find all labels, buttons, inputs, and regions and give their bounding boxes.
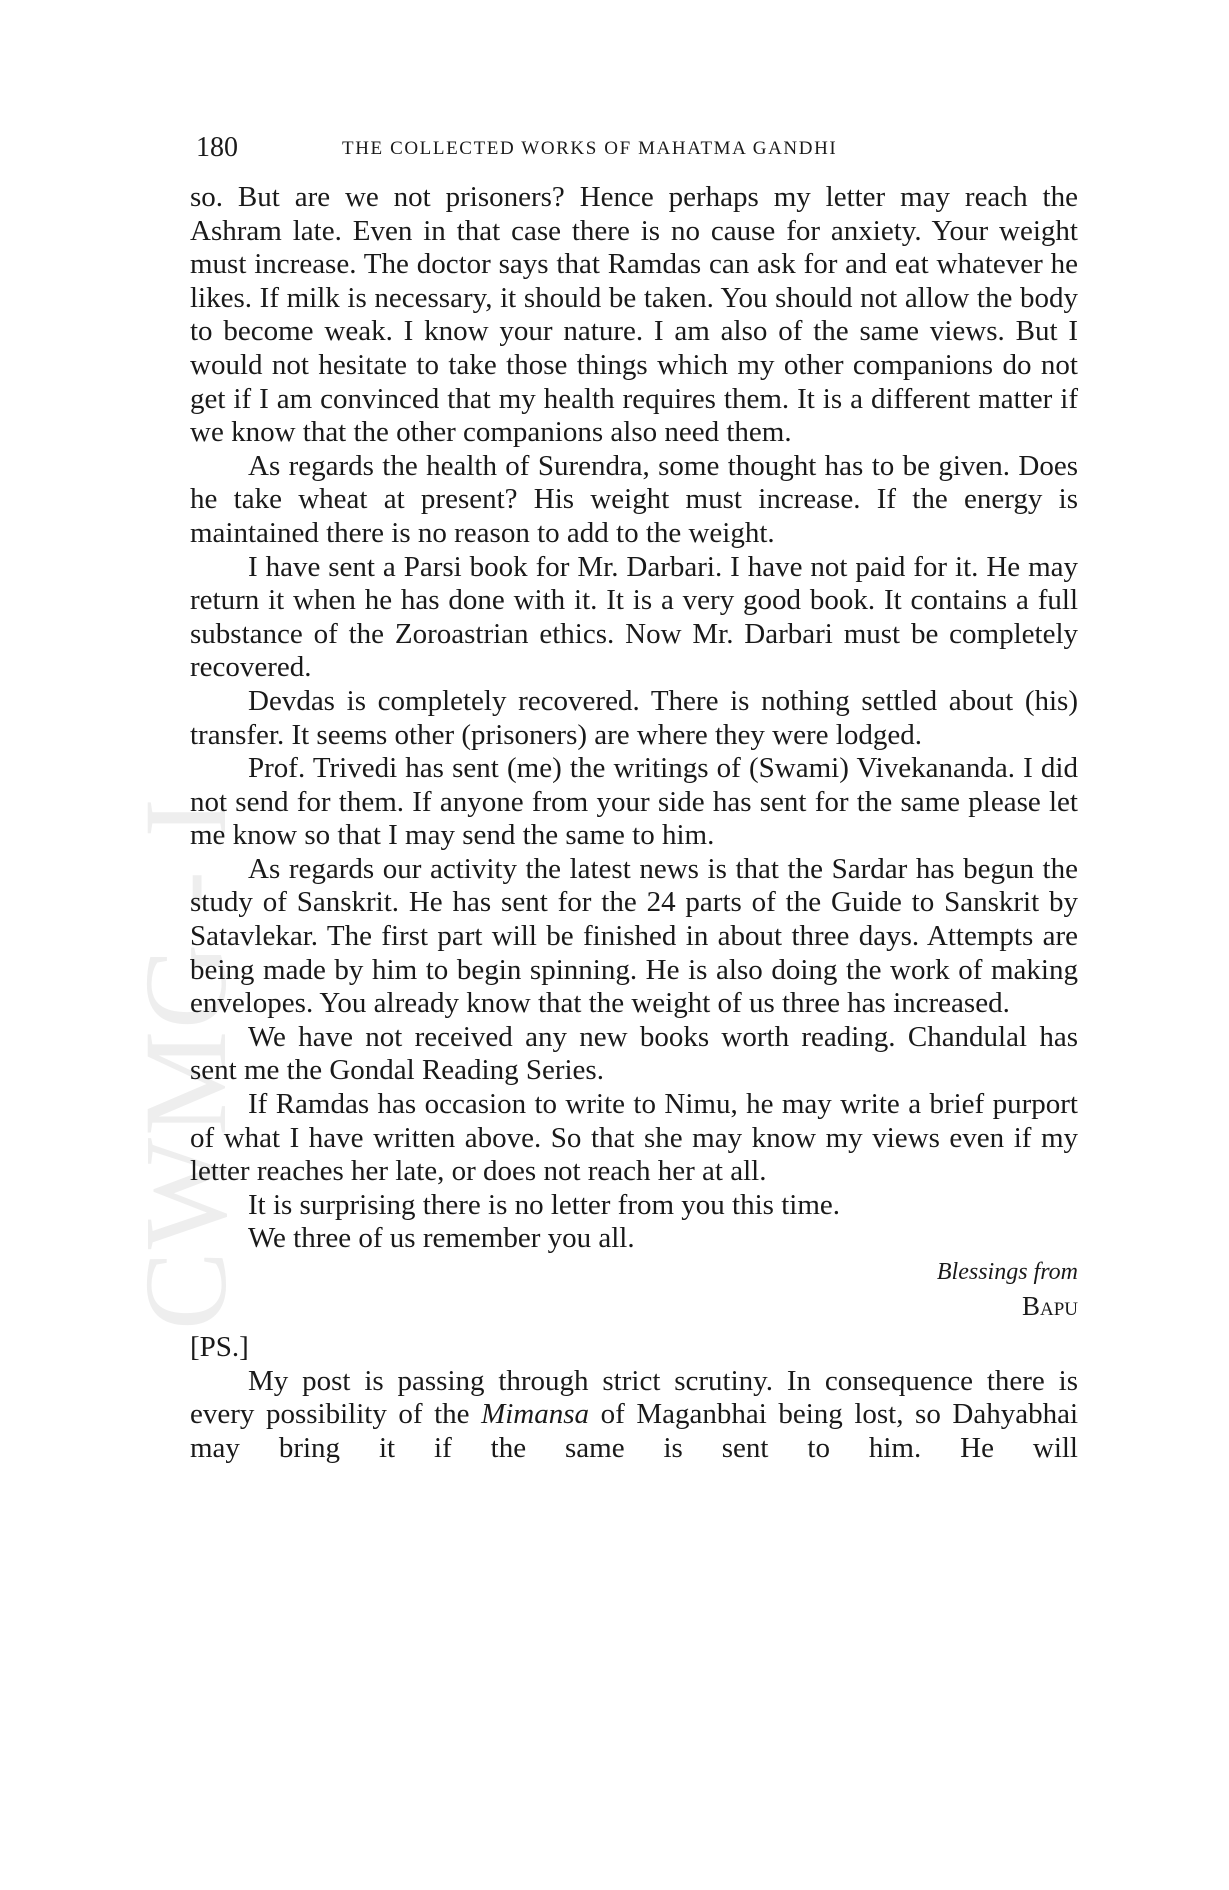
closing-blessing: Blessings from <box>936 1259 1078 1285</box>
paragraph-2: As regards the health of Surendra, some thought has to be given. Does he take wheat at present? His weight must increase. If the energy is maintained there is no reason to add to the weight. <box>190 449 1078 549</box>
paragraph-3: I have sent a Parsi book for Mr. Darbari. I have not paid for it. He may return it when he has done with it. It is a very good book. It contains a full substance of the Zoroastrian ethics. Now Mr. Darbari must be completely recovered. <box>190 550 1078 684</box>
postscript-italic-title: Mimansa <box>481 1398 590 1431</box>
watermark: CWMG - I <box>120 796 251 1330</box>
paragraph-4: Devdas is completely recovered. There is nothing settled about (his) transfer. It seems other (prisoners) are where they were lodged. <box>190 684 1078 751</box>
paragraph-5: Prof. Trivedi has sent (me) the writings of (Swami) Vivekananda. I did not send for them. If anyone from your side has sent for the same please let me know so that I may send the same to him. <box>190 752 1078 852</box>
paragraph-9: It is surprising there is no letter from you this time. <box>248 1188 840 1221</box>
book-title: THE COLLECTED WORKS OF MAHATMA GANDHI <box>342 138 838 159</box>
postscript-text-start: My post is passing through strict scrutiny. In consequence there is every possibility of the <box>190 1364 1078 1431</box>
paragraph-7: We have not received any new books worth reading. Chandulal has sent me the Gondal Reading Series. <box>190 1020 1078 1087</box>
paragraph-6: As regards our activity the latest news is that the Sardar has begun the study of Sanskrit. He has sent for the 24 parts of the Guide to Sanskrit by Satavlekar. The first part will be finished in about three days. Attempts are being made by him to begin spinning. He is also doing the work of making envelopes. You already know that the weight of us three has increased. <box>190 852 1078 1020</box>
postscript-text <box>190 1365 1078 1466</box>
postscript-label: [PS.] <box>190 1331 249 1363</box>
paragraph-1: so. But are we not prisoners? Hence perhaps my letter may reach the Ashram late. Even in that case there is no cause for anxiety. Your weight must increase. The doctor says that Ramdas can ask for and eat whatever he likes. If milk is necessary, it should be taken. You should not allow the body to become weak. I know your nature. I am also of the same views. But I would not hesitate to take those things which my other companions do not get if I am convinced that my health requires them. It is a different matter if we know that the other companions also need them. <box>190 181 1078 449</box>
paragraph-10: We three of us remember you all. <box>248 1222 635 1255</box>
signature: Bapu <box>1021 1291 1078 1321</box>
paragraph-8: If Ramdas has occasion to write to Nimu, he may write a brief purport of what I have written above. So that she may know my views even if my letter reaches her late, or does not reach her at all. <box>190 1088 1078 1188</box>
postscript-text-end: of Maganbhai being lost, so Dahyabhai may bring it if the same is sent to him. He will <box>190 1398 1079 1464</box>
letter-body <box>190 181 1078 1465</box>
running-header <box>196 132 936 166</box>
page-number: 180 <box>196 132 238 163</box>
